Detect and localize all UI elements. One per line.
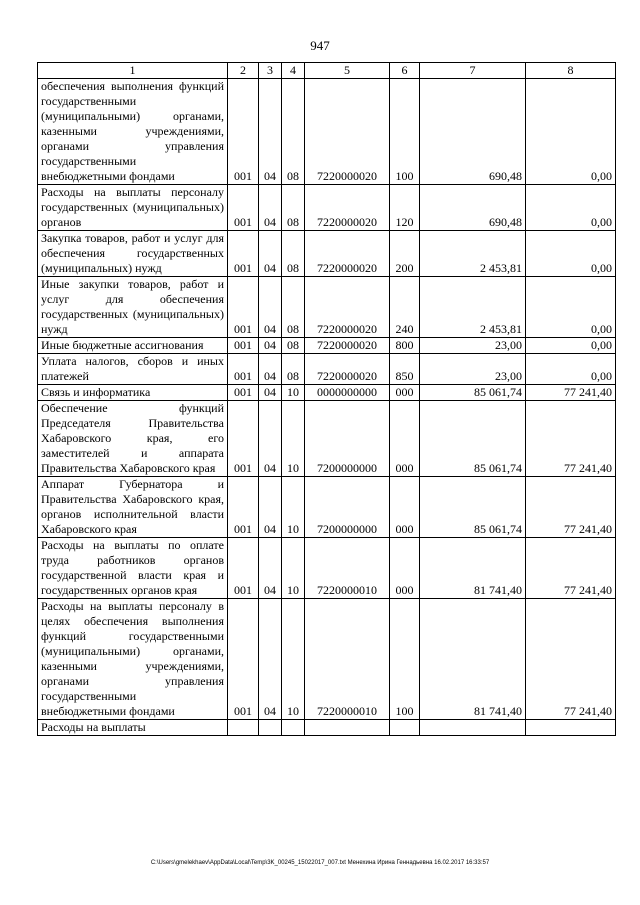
row-value-cell: 81 741,40 <box>420 599 526 720</box>
row-name-cell: Обеспечение функций Председателя Правительства Хабаровского края, его заместителей и аппарата Правительства Хабаровского края <box>38 401 228 477</box>
row-value-cell: 85 061,74 <box>420 401 526 477</box>
row-value-cell: 08 <box>282 354 305 385</box>
row-value-cell: 001 <box>228 385 259 401</box>
row-value-cell: 23,00 <box>420 338 526 354</box>
row-value-cell: 690,48 <box>420 185 526 231</box>
row-value-cell: 7200000000 <box>305 477 390 538</box>
row-value-cell: 04 <box>259 385 282 401</box>
row-value-cell: 77 241,40 <box>526 401 616 477</box>
table-row <box>38 79 616 185</box>
row-value-cell: 0,00 <box>526 185 616 231</box>
row-name-cell: Иные бюджетные ассигнования <box>38 338 228 354</box>
row-value-cell: 04 <box>259 477 282 538</box>
row-name-cell: Расходы на выплаты персоналу в целях обеспечения выполнения функций государственными (муниципальными) органами, казенными учреждениями, органами управления государственными внебюджетными фондами <box>38 599 228 720</box>
row-value-cell: 000 <box>390 401 420 477</box>
column-header: 7 <box>420 63 526 79</box>
row-value-cell: 7220000020 <box>305 354 390 385</box>
table-row <box>38 401 616 477</box>
row-value-cell: 77 241,40 <box>526 385 616 401</box>
row-value-cell: 690,48 <box>420 79 526 185</box>
row-value-cell: 04 <box>259 231 282 277</box>
row-name-cell: обеспечения выполнения функций государственными (муниципальными) органами, казенными учреждениями, органами управления государственными внебюджетными фондами <box>38 79 228 185</box>
column-header: 3 <box>259 63 282 79</box>
row-value-cell: 0,00 <box>526 338 616 354</box>
row-value-cell: 0,00 <box>526 277 616 338</box>
row-value-cell <box>420 720 526 736</box>
row-value-cell: 7220000010 <box>305 538 390 599</box>
row-value-cell: 08 <box>282 231 305 277</box>
table-row <box>38 354 616 385</box>
row-value-cell: 7220000020 <box>305 277 390 338</box>
budget-table <box>37 62 616 736</box>
table-row <box>38 599 616 720</box>
row-value-cell: 77 241,40 <box>526 599 616 720</box>
row-value-cell: 100 <box>390 79 420 185</box>
row-value-cell: 04 <box>259 79 282 185</box>
row-value-cell: 04 <box>259 538 282 599</box>
row-name-cell: Аппарат Губернатора и Правительства Хабаровского края, органов исполнительной власти Хабаровского края <box>38 477 228 538</box>
row-value-cell: 001 <box>228 401 259 477</box>
row-value-cell: 001 <box>228 231 259 277</box>
row-value-cell: 10 <box>282 477 305 538</box>
row-value-cell: 7220000010 <box>305 599 390 720</box>
row-value-cell <box>390 720 420 736</box>
row-value-cell: 7220000020 <box>305 338 390 354</box>
row-name-cell: Иные закупки товаров, работ и услуг для обеспечения государственных (муниципальных) нужд <box>38 277 228 338</box>
row-value-cell: 0,00 <box>526 354 616 385</box>
table-row <box>38 231 616 277</box>
page-number: 947 <box>310 38 330 53</box>
column-header: 6 <box>390 63 420 79</box>
row-value-cell: 200 <box>390 231 420 277</box>
table-row <box>38 385 616 401</box>
row-value-cell: 10 <box>282 385 305 401</box>
row-value-cell: 850 <box>390 354 420 385</box>
row-value-cell: 04 <box>259 599 282 720</box>
row-value-cell: 100 <box>390 599 420 720</box>
row-value-cell: 23,00 <box>420 354 526 385</box>
row-value-cell <box>526 720 616 736</box>
row-value-cell: 2 453,81 <box>420 231 526 277</box>
row-value-cell: 08 <box>282 79 305 185</box>
row-value-cell: 7200000000 <box>305 401 390 477</box>
table-row <box>38 185 616 231</box>
row-value-cell: 85 061,74 <box>420 477 526 538</box>
row-value-cell: 08 <box>282 338 305 354</box>
row-value-cell: 240 <box>390 277 420 338</box>
table-row <box>38 338 616 354</box>
row-value-cell: 04 <box>259 354 282 385</box>
row-name-cell: Расходы на выплаты персоналу государственных (муниципальных) органов <box>38 185 228 231</box>
table-header-row <box>38 63 616 79</box>
row-value-cell: 81 741,40 <box>420 538 526 599</box>
row-value-cell: 001 <box>228 338 259 354</box>
row-value-cell: 04 <box>259 185 282 231</box>
row-value-cell: 7220000020 <box>305 231 390 277</box>
row-value-cell: 001 <box>228 79 259 185</box>
row-value-cell: 10 <box>282 401 305 477</box>
row-value-cell: 0000000000 <box>305 385 390 401</box>
row-value-cell: 7220000020 <box>305 185 390 231</box>
row-value-cell: 000 <box>390 385 420 401</box>
row-value-cell: 001 <box>228 538 259 599</box>
row-value-cell: 000 <box>390 477 420 538</box>
row-value-cell: 7220000020 <box>305 79 390 185</box>
row-value-cell: 001 <box>228 477 259 538</box>
row-value-cell <box>282 720 305 736</box>
row-value-cell: 10 <box>282 538 305 599</box>
row-value-cell: 000 <box>390 538 420 599</box>
row-value-cell: 800 <box>390 338 420 354</box>
row-value-cell: 77 241,40 <box>526 538 616 599</box>
row-value-cell <box>305 720 390 736</box>
table-row <box>38 720 616 736</box>
table-body <box>38 79 616 736</box>
table-row <box>38 538 616 599</box>
row-name-cell: Закупка товаров, работ и услуг для обеспечения государственных (муниципальных) нужд <box>38 231 228 277</box>
column-header: 8 <box>526 63 616 79</box>
table-row <box>38 477 616 538</box>
table-row <box>38 277 616 338</box>
row-value-cell: 0,00 <box>526 231 616 277</box>
row-name-cell: Расходы на выплаты по оплате труда работников органов государственной власти края и государственных органов края <box>38 538 228 599</box>
row-value-cell: 001 <box>228 599 259 720</box>
row-value-cell: 04 <box>259 338 282 354</box>
row-value-cell: 001 <box>228 354 259 385</box>
row-name-cell: Связь и информатика <box>38 385 228 401</box>
row-value-cell: 08 <box>282 185 305 231</box>
row-value-cell: 120 <box>390 185 420 231</box>
row-name-cell: Уплата налогов, сборов и иных платежей <box>38 354 228 385</box>
row-value-cell: 001 <box>228 185 259 231</box>
column-header: 2 <box>228 63 259 79</box>
row-value-cell: 2 453,81 <box>420 277 526 338</box>
row-value-cell: 85 061,74 <box>420 385 526 401</box>
row-value-cell <box>259 720 282 736</box>
column-header: 1 <box>38 63 228 79</box>
row-value-cell: 04 <box>259 401 282 477</box>
row-value-cell: 001 <box>228 277 259 338</box>
row-value-cell: 77 241,40 <box>526 477 616 538</box>
row-value-cell: 10 <box>282 599 305 720</box>
row-value-cell <box>228 720 259 736</box>
column-header: 5 <box>305 63 390 79</box>
row-value-cell: 08 <box>282 277 305 338</box>
row-name-cell: Расходы на выплаты <box>38 720 228 736</box>
row-value-cell: 04 <box>259 277 282 338</box>
row-value-cell: 0,00 <box>526 79 616 185</box>
document-footer: C:\Users\gmelekhaev\AppData\Local\Temp\3K_00245_15022017_007.txt Менехина Ирина Геннадьевна 16.02.2017 16:33:57 <box>150 860 490 866</box>
column-header: 4 <box>282 63 305 79</box>
